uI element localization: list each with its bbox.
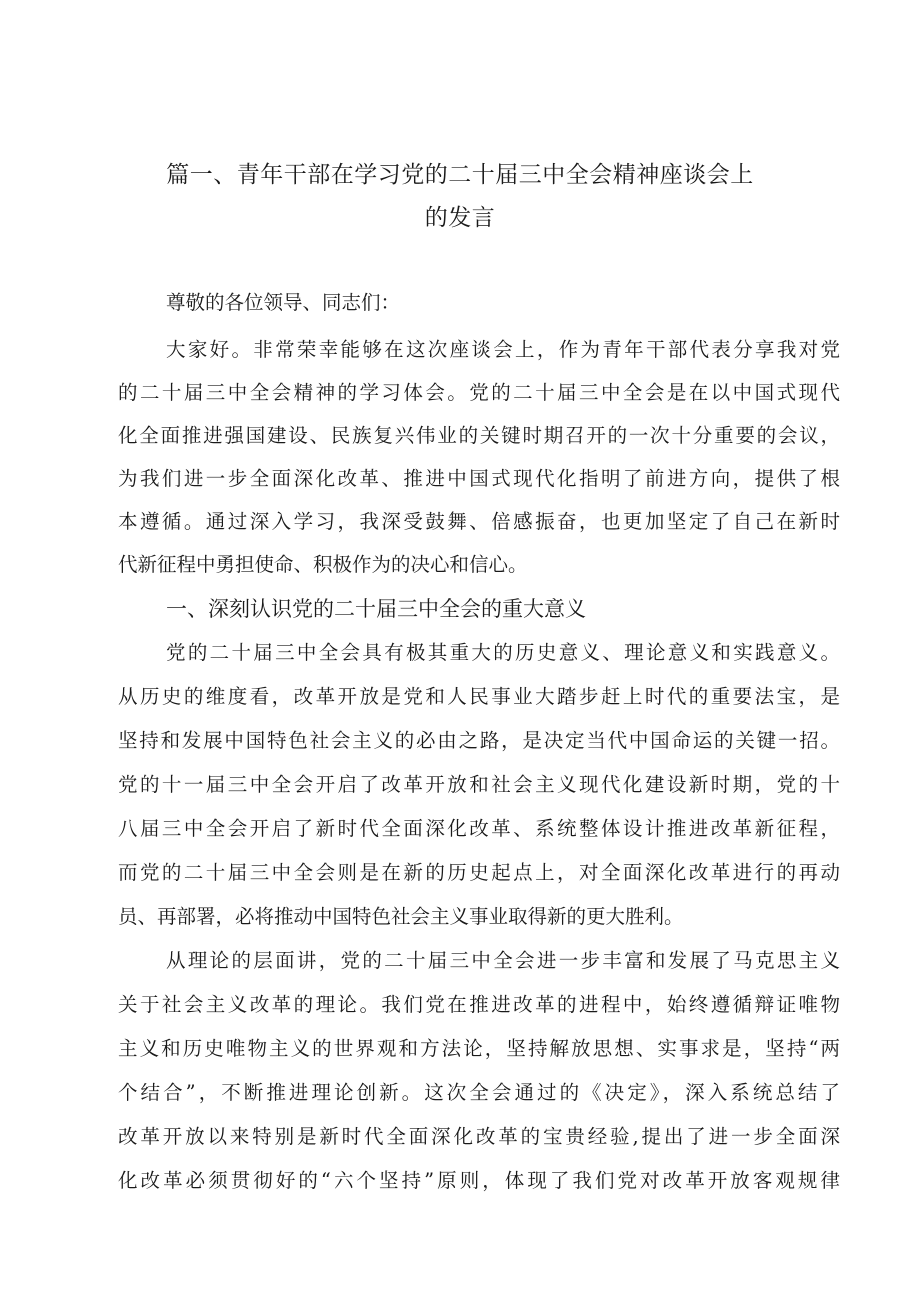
paragraph-1-line: 为我们进一步全面深化改革、推进中国式现代化指明了前进方向，提供了根 [118,467,840,490]
paragraph-3-line: 个结合”，不断推进理论创新。这次全会通过的《决定》，深入系统总结了 [118,1081,840,1104]
paragraph-1-line: 代新征程中勇担使命、积极作为的决心和信心。 [118,553,528,576]
paragraph-1-line: 的二十届三中全会精神的学习体会。党的二十届三中全会是在以中国式现代 [118,381,840,404]
document-title-line-2: 的发言 [424,205,496,231]
paragraph-2-line: 从历史的维度看，改革开放是党和人民事业大踏步赶上时代的重要法宝，是 [118,685,840,708]
paragraph-2-line: 员、再部署，必将推动中国特色社会主义事业取得新的更大胜利。 [118,905,684,928]
paragraph-2-line: 党的二十届三中全会具有极其重大的历史意义、理论意义和实践意义。 [166,641,840,664]
paragraph-2-line: 八届三中全会开启了新时代全面深化改革、系统整体设计推进改革新征程， [118,817,840,840]
paragraph-3-line: 关于社会主义改革的理论。我们党在推进改革的进程中，始终遵循辩证唯物 [118,993,840,1016]
paragraph-3-line: 改革开放以来特别是新时代全面深化改革的宝贵经验,提出了进一步全面深 [118,1125,840,1148]
paragraph-2-line: 党的十一届三中全会开启了改革开放和社会主义现代化建设新时期，党的十 [118,773,840,796]
paragraph-2-line: 坚持和发展中国特色社会主义的必由之路，是决定当代中国命运的关键一招。 [118,729,840,752]
paragraph-1-line: 大家好。非常荣幸能够在这次座谈会上，作为青年干部代表分享我对党 [166,338,840,361]
salutation: 尊敬的各位领导、同志们： [166,291,401,314]
paragraph-1-line: 化全面推进强国建设、民族复兴伟业的关键时期召开的一次十分重要的会议， [118,424,840,447]
paragraph-3-line: 从理论的层面讲，党的二十届三中全会进一步丰富和发展了马克思主义 [166,949,840,972]
paragraph-3-line: 主义和历史唯物主义的世界观和方法论，坚持解放思想、实事求是，坚持“两 [118,1037,840,1060]
document-title-line-1: 篇一、青年干部在学习党的二十届三中全会精神座谈会上 [166,162,754,188]
section-1-heading: 一、深刻认识党的二十届三中全会的重大意义 [166,597,586,621]
paragraph-3-line: 化改革必须贯彻好的“六个坚持”原则，体现了我们党对改革开放客观规律 [118,1169,840,1192]
paragraph-2-line: 而党的二十届三中全会则是在新的历史起点上，对全面深化改革进行的再动 [118,861,840,884]
paragraph-1-line: 本遵循。通过深入学习，我深受鼓舞、倍感振奋，也更加坚定了自己在新时 [118,510,840,533]
